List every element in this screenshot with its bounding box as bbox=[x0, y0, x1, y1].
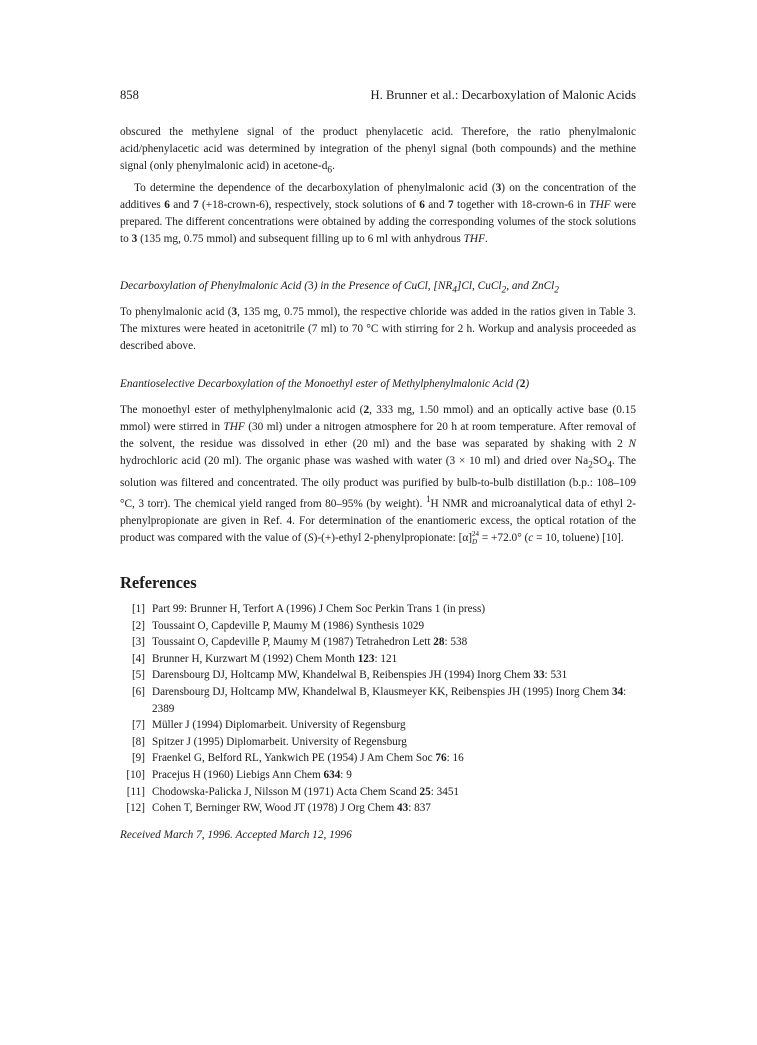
reference-volume: 34 bbox=[611, 685, 624, 698]
page-header bbox=[120, 88, 636, 103]
reference-item bbox=[120, 601, 636, 618]
reference-text: Part 99: Brunner H, Terfort A (1996) J Chem Soc Perkin Trans 1 (in press) bbox=[152, 603, 486, 615]
reference-volume: 28 bbox=[433, 636, 445, 649]
reference-volume: 634 bbox=[323, 768, 341, 781]
reference-text: Spitzer J (1995) Diplomarbeit. University of Regensburg bbox=[152, 735, 407, 748]
reference-item bbox=[120, 767, 636, 784]
section-body-chloride: To phenylmalonic acid (3, 135 mg, 0.75 mmol), the respective chloride was added in the ratios given in Table 3. The mixtures were heated in acetonitrile (7 ml) to 70 °C with stirring for 2 h. Workup and analysis proceeded as described above. bbox=[120, 306, 636, 353]
reference-item bbox=[120, 734, 636, 751]
reference-text: Toussaint O, Capdeville P, Maumy M (1986) Synthesis 1029 bbox=[152, 619, 425, 632]
reference-item bbox=[120, 784, 636, 801]
reference-volume: 43 bbox=[397, 802, 409, 815]
reference-item bbox=[120, 651, 636, 668]
section-body-enantioselective: The monoethyl ester of methylphenylmalonic acid (2, 333 mg, 1.50 mmol) and an optically active base (0.15 mmol) were stirred in THF (30 ml) under a nitrogen atmosphere for 20 h at room temperature. After removal of the solvent, the residue was dissolved in ether (20 ml) and the base was separated by shaking with 2 N hydrochloric acid (20 ml). The organic phase was washed with water (3 × 10 ml) and dried over $Na_2SO_4$. The solution was filtered and concentrated. The oily product was purified by bulb-to-bulb distillation (b.p.: 108–109 °C, 3 torr). The chemical yield ranged from 80–95% (by weight). $^1$H NMR and microanalytical data of ethyl 2-phenylpropionate are given in Ref. 4. For determination of the enantiomeric excess, the optical rotation of the product was compared with the value of (S)-(+)-ethyl 2-phenylpropionate: [α] 24 D = +72.0° (c = 10, toluene) [10]. bbox=[120, 404, 636, 547]
reference-volume: 123 bbox=[357, 652, 375, 665]
reference-number: [2] bbox=[131, 619, 145, 632]
reference-item bbox=[120, 667, 636, 684]
reference-number: [3] bbox=[131, 636, 145, 649]
reference-item bbox=[120, 634, 636, 651]
reference-text: Brunner H, Kurzwart M (1992) Chem Month 123: 121 bbox=[152, 652, 398, 665]
reference-number: [12] bbox=[126, 802, 145, 815]
reference-text: Cohen T, Berninger RW, Wood JT (1978) J Org Chem 43: 837 bbox=[152, 802, 431, 815]
reference-text: Fraenkel G, Belford RL, Yankwich PE (1954) J Am Chem Soc 76: 16 bbox=[152, 752, 464, 765]
references-heading: References bbox=[120, 573, 197, 592]
reference-volume: 33 bbox=[533, 669, 545, 682]
intro-paragraph-1: obscured the methylene signal of the product phenylacetic acid. Therefore, the ratio phenylmalonic acid/phenylacetic acid was determined by integration of the phenyl signal (both compounds) and the methine signal (only phenylmalonic acid) in acetone-$d_6$. bbox=[120, 126, 636, 176]
reference-number: [11] bbox=[126, 785, 145, 798]
reference-volume: 25 bbox=[419, 785, 431, 798]
reference-item bbox=[120, 717, 636, 734]
section-heading-enantioselective: Enantioselective Decarboxylation of the Monoethyl ester of Methylphenylmalonic Acid (2) bbox=[120, 378, 530, 390]
reference-item bbox=[120, 800, 636, 817]
reference-number: [6] bbox=[131, 685, 145, 698]
reference-number: [5] bbox=[131, 669, 145, 682]
running-title: H. Brunner et al.: Decarboxylation of Malonic Acids bbox=[370, 88, 636, 102]
reference-number: [1] bbox=[131, 603, 145, 615]
reference-number: [7] bbox=[131, 719, 145, 732]
reference-text: Pracejus H (1960) Liebigs Ann Chem 634: 9 bbox=[152, 768, 352, 781]
intro-paragraph-2: To determine the dependence of the decarboxylation of phenylmalonic acid (3) on the concentration of the additives 6 and 7 (+18-crown-6), respectively, stock solutions of 6 and 7 together with 18-crown-6 in THF were prepared. The different concentrations were obtained by adding the corresponding volumes of the stock solutions to 3 (135 mg, 0.75 mmol) and subsequent filling up to 6 ml with anhydrous THF. bbox=[120, 181, 636, 245]
reference-item bbox=[120, 618, 636, 635]
received-date: Received March 7, 1996. Accepted March 12, 1996 bbox=[120, 829, 352, 841]
references-list bbox=[120, 601, 636, 817]
reference-item bbox=[120, 684, 636, 717]
reference-number: [8] bbox=[131, 735, 145, 748]
reference-text: Toussaint O, Capdeville P, Maumy M (1987) Tetrahedron Lett 28: 538 bbox=[152, 636, 468, 649]
rotation-indices: 24 D bbox=[472, 530, 480, 547]
intro-text bbox=[120, 124, 636, 248]
reference-text: Müller J (1994) Diplomarbeit. University of Regensburg bbox=[152, 719, 406, 732]
reference-number: [9] bbox=[131, 752, 145, 765]
reference-number: [10] bbox=[126, 768, 145, 781]
reference-text: Chodowska-Palicka J, Nilsson M (1971) Acta Chem Scand 25: 3451 bbox=[152, 785, 460, 798]
page-number: 858 bbox=[120, 88, 139, 102]
section-heading-chloride: Decarboxylation of Phenylmalonic Acid (3) in the Presence of CuCl, $[NR_4]Cl$, CuCl$_2$, and ZnCl$_2$ bbox=[120, 280, 559, 296]
reference-text: Darensbourg DJ, Holtcamp MW, Khandelwal B, Klausmeyer KK, Reibenspies JH (1995) Inorg Chem 34: 2389 bbox=[152, 685, 627, 715]
reference-item bbox=[120, 750, 636, 767]
reference-text: Darensbourg DJ, Holtcamp MW, Khandelwal B, Reibenspies JH (1994) Inorg Chem 33: 531 bbox=[152, 669, 568, 682]
reference-number: [4] bbox=[131, 652, 145, 665]
reference-volume: 76 bbox=[435, 752, 447, 765]
